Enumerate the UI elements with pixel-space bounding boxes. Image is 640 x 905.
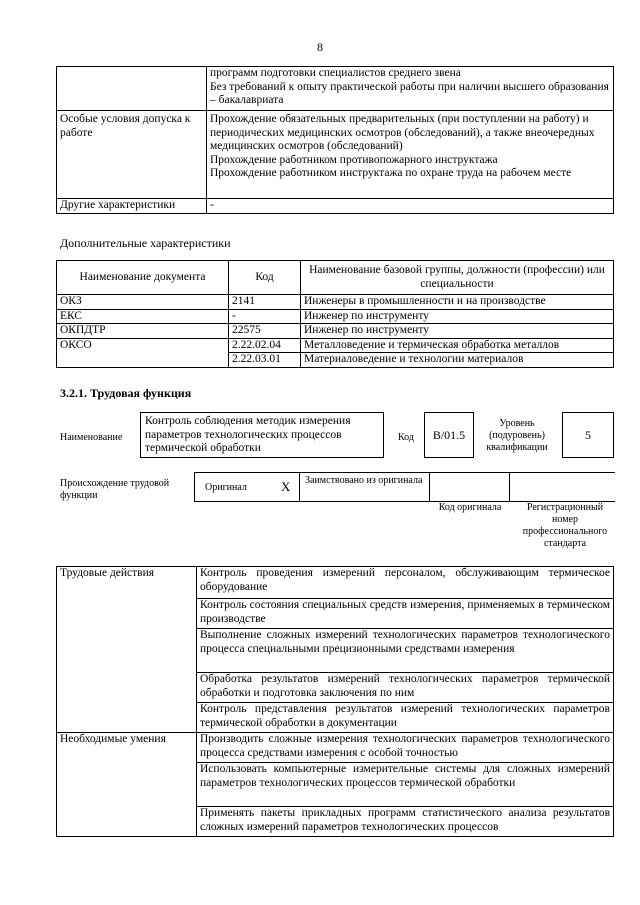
- table-header-row: [57, 261, 614, 295]
- table-row: [57, 567, 614, 599]
- cell-name: Инженер по инструменту: [301, 309, 614, 324]
- skills-label: Необходимые умения: [57, 733, 197, 837]
- cell-doc: ЕКС: [57, 309, 229, 324]
- cell-doc: ОКПДТР: [57, 324, 229, 339]
- details-table: [56, 566, 614, 837]
- cell-code: 22575: [229, 324, 301, 339]
- level-value: 5: [585, 428, 591, 442]
- name-label: Наименование: [60, 432, 123, 443]
- top-table: [56, 66, 614, 214]
- reg-number-label: Регистрационный номер профессионального стандарта: [522, 502, 608, 549]
- row-label: [57, 67, 207, 111]
- table-row: [57, 111, 614, 199]
- table-row: [57, 733, 614, 763]
- skill-item: Использовать компьютерные измерительные системы для сложных измерений параметров технологических процессов термической обработки: [197, 763, 614, 807]
- table-row: [57, 67, 614, 111]
- origin-row: [194, 472, 615, 502]
- function-name: Контроль соблюдения методик измерения параметров технологических процессов термической обработки: [145, 415, 351, 454]
- table-row: [57, 338, 614, 353]
- original-mark: X: [281, 479, 291, 494]
- original-label: Оригинал: [205, 482, 247, 493]
- table-row: [57, 324, 614, 339]
- code-box: [424, 412, 474, 458]
- cell-code: 2141: [229, 295, 301, 310]
- row-label: Другие характеристики: [57, 199, 207, 214]
- action-item: Обработка результатов измерений технологических параметров термической обработки и подготовка заключения по ним: [197, 673, 614, 703]
- table-row: [57, 199, 614, 214]
- page-number: 8: [317, 40, 323, 54]
- code-original-label: Код оригинала: [438, 502, 502, 513]
- skill-item: Производить сложные измерения технологических параметров технологического процесса средствами измерения с особой точностью: [197, 733, 614, 763]
- cell-name: Инженер по инструменту: [301, 324, 614, 339]
- header-doc: Наименование документа: [57, 261, 229, 295]
- action-item: Контроль представления результатов измерений технологических параметров термической обработки в документации: [197, 703, 614, 733]
- code-value: В/01.5: [432, 428, 466, 442]
- action-item: Контроль состояния специальных средств измерения, применяемых в термическом производстве: [197, 599, 614, 629]
- row-content: Прохождение обязательных предварительных (при поступлении на работу) и периодических медицинских осмотров (обследований), а также внеочередных медицинских осмотров (обследований) Прохождение работником противопожарного инструктажа Прохождение работником инструктажа по охране труда на рабочем месте: [207, 111, 614, 199]
- header-name: Наименование базовой группы, должности (профессии) или специальности: [301, 261, 614, 295]
- action-item: Выполнение сложных измерений технологических параметров технологического процесса специальными прецизионными средствами измерения: [197, 629, 614, 673]
- table-row: [57, 309, 614, 324]
- row-label: Особые условия допуска к работе: [57, 111, 207, 199]
- skill-item: Применять пакеты прикладных программ статистического анализа результатов сложных измерений параметров технологических процессов: [197, 807, 614, 837]
- row-content: программ подготовки специалистов среднего звена Без требований к опыту практической работы при наличии высшего образования – бакалавриата: [207, 67, 614, 111]
- actions-label: Трудовые действия: [57, 567, 197, 733]
- action-item: Контроль проведения измерений персоналом, обслуживающим термическое оборудование: [197, 567, 614, 599]
- cell-code: 2.22.02.04: [229, 338, 301, 353]
- cell-name: Материаловедение и технологии материалов: [301, 353, 614, 368]
- cell-doc: ОКЗ: [57, 295, 229, 310]
- header-code: Код: [229, 261, 301, 295]
- cell-code: -: [229, 309, 301, 324]
- origin-label: Происхождение трудовой функции: [60, 478, 170, 501]
- code-label: Код: [398, 432, 414, 443]
- borrowed-label: Заимствовано из оригинала: [305, 475, 423, 486]
- cell-name: Металловедение и термическая обработка металлов: [301, 338, 614, 353]
- cell-code: 2.22.03.01: [229, 353, 301, 368]
- level-label: Уровень (подуровень) квалификации: [486, 418, 548, 453]
- table-row: [57, 295, 614, 310]
- cell-name: Инженеры в промышленности и на производстве: [301, 295, 614, 310]
- additional-title: Дополнительные характеристики: [60, 236, 231, 250]
- cell-doc: ОКСО: [57, 338, 229, 367]
- classifier-table: [56, 260, 614, 368]
- level-box: [562, 412, 614, 458]
- row-content: -: [207, 199, 614, 214]
- function-heading: 3.2.1. Трудовая функция: [60, 386, 192, 400]
- function-name-box: [140, 412, 384, 458]
